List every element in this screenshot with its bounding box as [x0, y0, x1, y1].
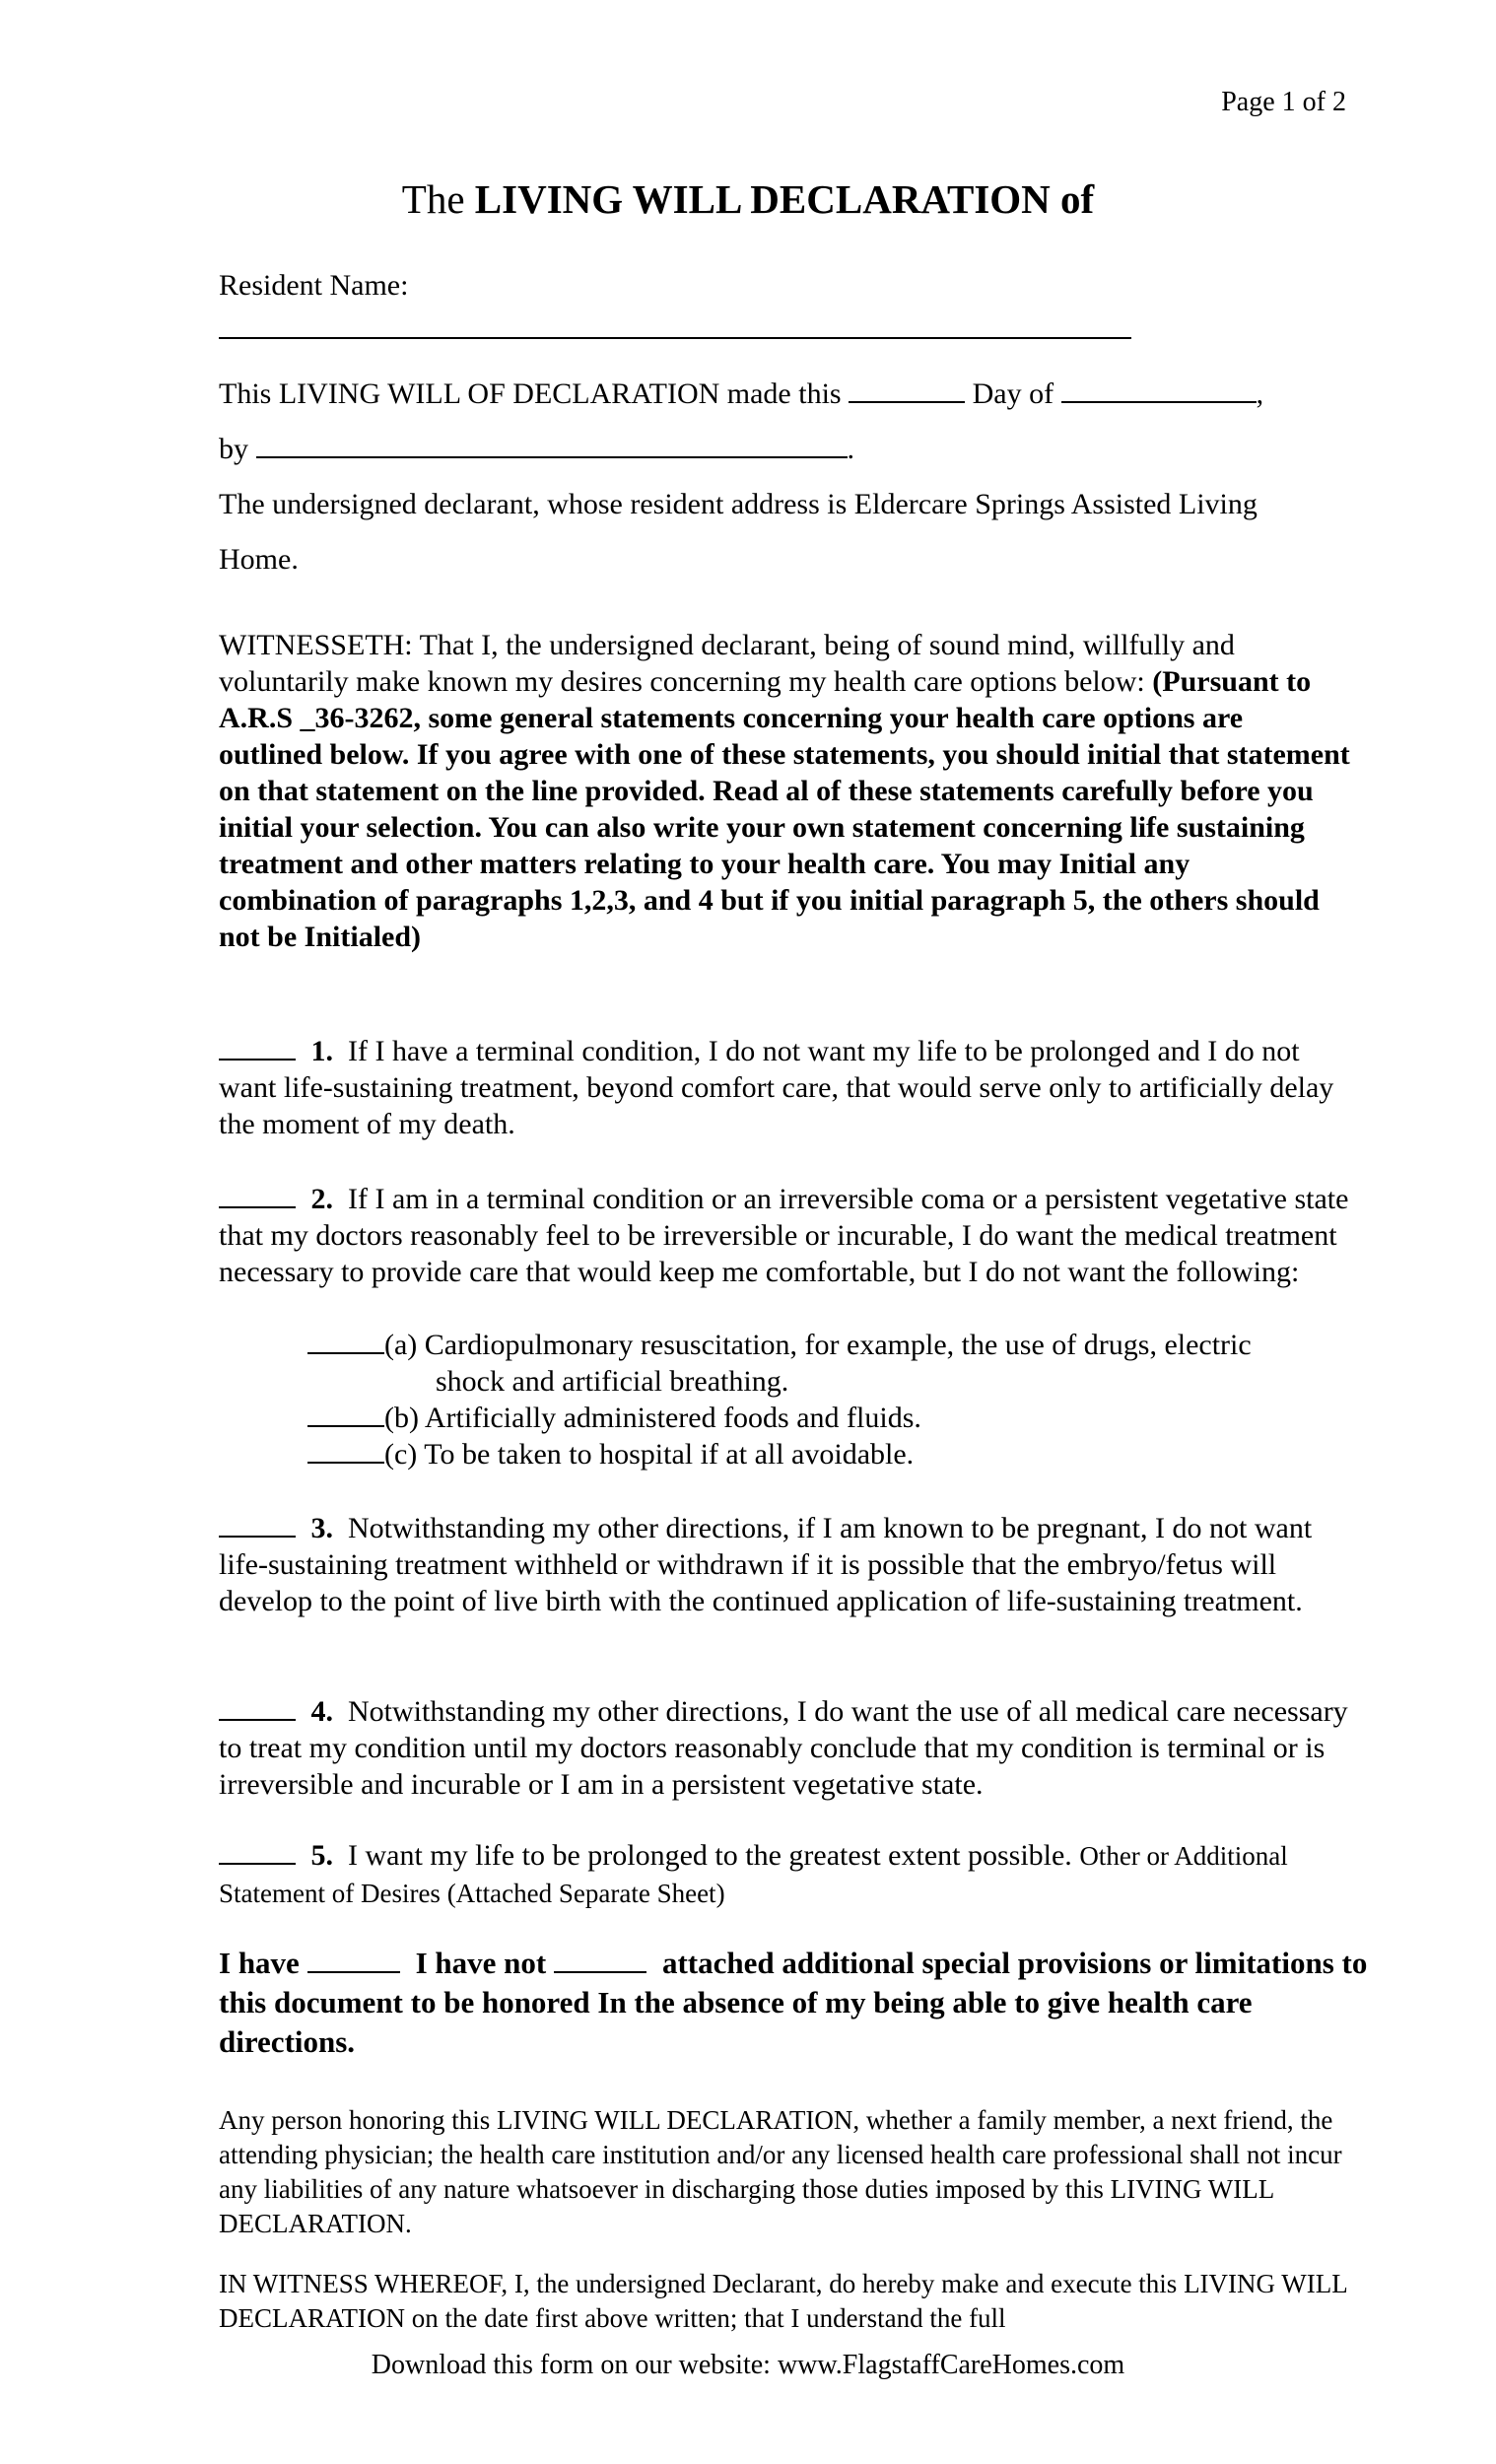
sub-item-a	[307, 1327, 1392, 1363]
statement-5	[219, 1837, 1350, 1912]
initial-field-4[interactable]	[219, 1693, 296, 1721]
document-title	[0, 175, 1496, 223]
made-line	[219, 367, 1263, 422]
attached-provisions-paragraph	[219, 1944, 1372, 2062]
statement-1	[219, 1033, 1350, 1142]
title-prefix: The	[401, 176, 475, 222]
have-text: attached additional special provisions or limitations to this document to be honored In the absence of my being able to give health care directions.	[219, 1946, 1368, 2059]
statement-text: If I have a terminal condition, I do not want my life to be prolonged and I do not want life-sustaining treatment, beyond comfort care, that would serve only to artificially delay the moment of my death.	[219, 1035, 1334, 1140]
page-number: Page 1 of 2	[1221, 87, 1346, 117]
statement-text: Notwithstanding my other directions, if I am known to be pregnant, I do not want life-sustaining treatment withheld or withdrawn if it is possible that the embryo/fetus will develop to the point of live birth with the continued application of life-sustaining treatment.	[219, 1512, 1313, 1617]
statement-text: I want my life to be prolonged to the greatest extent possible.	[348, 1839, 1072, 1872]
have-label: I have	[219, 1946, 300, 1980]
statement-text: If I am in a terminal condition or an irreversible coma or a persistent vegetative state that my doctors reasonably feel to be irreversible or incurable, I do want the medical treatment necessary to provide care that would keep me comfortable, but I do not want the following:	[219, 1183, 1349, 1288]
witness-whereof-paragraph: IN WITNESS WHEREOF, I, the undersigned Declarant, do hereby make and execute this LIVING WILL DECLARATION on the date first above written; that I understand the full	[219, 2269, 1347, 2333]
witnesseth-paragraph	[219, 627, 1350, 955]
statement-number: 5.	[310, 1839, 333, 1872]
resident-name-field[interactable]	[219, 337, 1131, 339]
witnesseth-plain: WITNESSETH: That I, the undersigned declarant, being of sound mind, willfully and voluntarily make known my desires concerning my health care options below:	[219, 629, 1235, 698]
sub-item-a-continuation: shock and artificial breathing.	[436, 1365, 789, 1398]
statement-4	[219, 1693, 1350, 1803]
statement-2	[219, 1181, 1350, 1290]
initial-field-2a[interactable]	[307, 1327, 384, 1354]
by-line	[219, 422, 854, 477]
statement-number: 3.	[310, 1512, 333, 1544]
made-text-a: This LIVING WILL OF DECLARATION made this	[219, 377, 850, 410]
statement-number: 2.	[310, 1183, 333, 1215]
initial-field-2[interactable]	[219, 1181, 296, 1208]
title-bold: LIVING WILL DECLARATION of	[474, 176, 1095, 222]
witnesseth-bold: (Pursuant to A.R.S _36-3262, some general statements concerning your health care options are outlined below. If you agree with one of these statements, you should initial that statement on that statement on the line provided. Read al of these statements carefully before you initial your selection. You can also write your own statement concerning life sustaining treatment and other matters relating to your health care. You may Initial any combination of paragraphs 1,2,3, and 4 but if you initial paragraph 5, the others should not be Initialed)	[219, 665, 1350, 953]
initial-field-3[interactable]	[219, 1510, 296, 1538]
honoring-paragraph: Any person honoring this LIVING WILL DECLARATION, whether a family member, a next friend, the attending physician; the health care institution and/or any licensed health care professional shall not incur any liabilities of any nature whatsoever in discharging those duties imposed by this LIVING WILL DECLARATION.	[219, 2105, 1342, 2238]
address-line-2: Home.	[219, 543, 299, 576]
have-not-label: I have not	[415, 1946, 547, 1980]
month-field[interactable]	[1061, 370, 1257, 403]
statement-number: 1.	[310, 1035, 333, 1067]
statement-text: Notwithstanding my other directions, I do want the use of all medical care necessary to treat my condition until my doctors reasonably conclude that my condition is terminal or is irreversible and incurable or I am in a persistent vegetative state.	[219, 1695, 1348, 1801]
sub-item-text: (a) Cardiopulmonary resuscitation, for example, the use of drugs, electric	[384, 1329, 1252, 1361]
made-text-c: ,	[1256, 377, 1264, 410]
resident-name-label: Resident Name:	[219, 269, 409, 302]
have-field[interactable]	[307, 1946, 400, 1973]
statement-3	[219, 1510, 1350, 1619]
made-text-b: Day of	[965, 377, 1061, 410]
day-field[interactable]	[849, 370, 965, 403]
footer-website: Download this form on our website: www.FlagstaffCareHomes.com	[371, 2350, 1125, 2380]
by-text-b: .	[847, 433, 854, 465]
initial-field-2c[interactable]	[307, 1436, 384, 1464]
initial-field-1[interactable]	[219, 1033, 296, 1061]
statement-number: 4.	[310, 1695, 333, 1728]
sub-item-b	[307, 1400, 1392, 1436]
by-text-a: by	[219, 433, 256, 465]
address-line-1: The undersigned declarant, whose resident address is Eldercare Springs Assisted Living	[219, 488, 1258, 520]
sub-item-c	[307, 1436, 1392, 1472]
have-not-field[interactable]	[554, 1946, 646, 1973]
sub-item-text: (c) To be taken to hospital if at all avoidable.	[384, 1438, 915, 1471]
initial-field-2b[interactable]	[307, 1400, 384, 1427]
initial-field-5[interactable]	[219, 1837, 296, 1865]
statement-additional: Other or Additional Statement of Desires (Attached Separate Sheet)	[219, 1841, 1288, 1908]
sub-item-text: (b) Artificially administered foods and fluids.	[384, 1402, 921, 1434]
declarant-name-field[interactable]	[256, 425, 848, 458]
